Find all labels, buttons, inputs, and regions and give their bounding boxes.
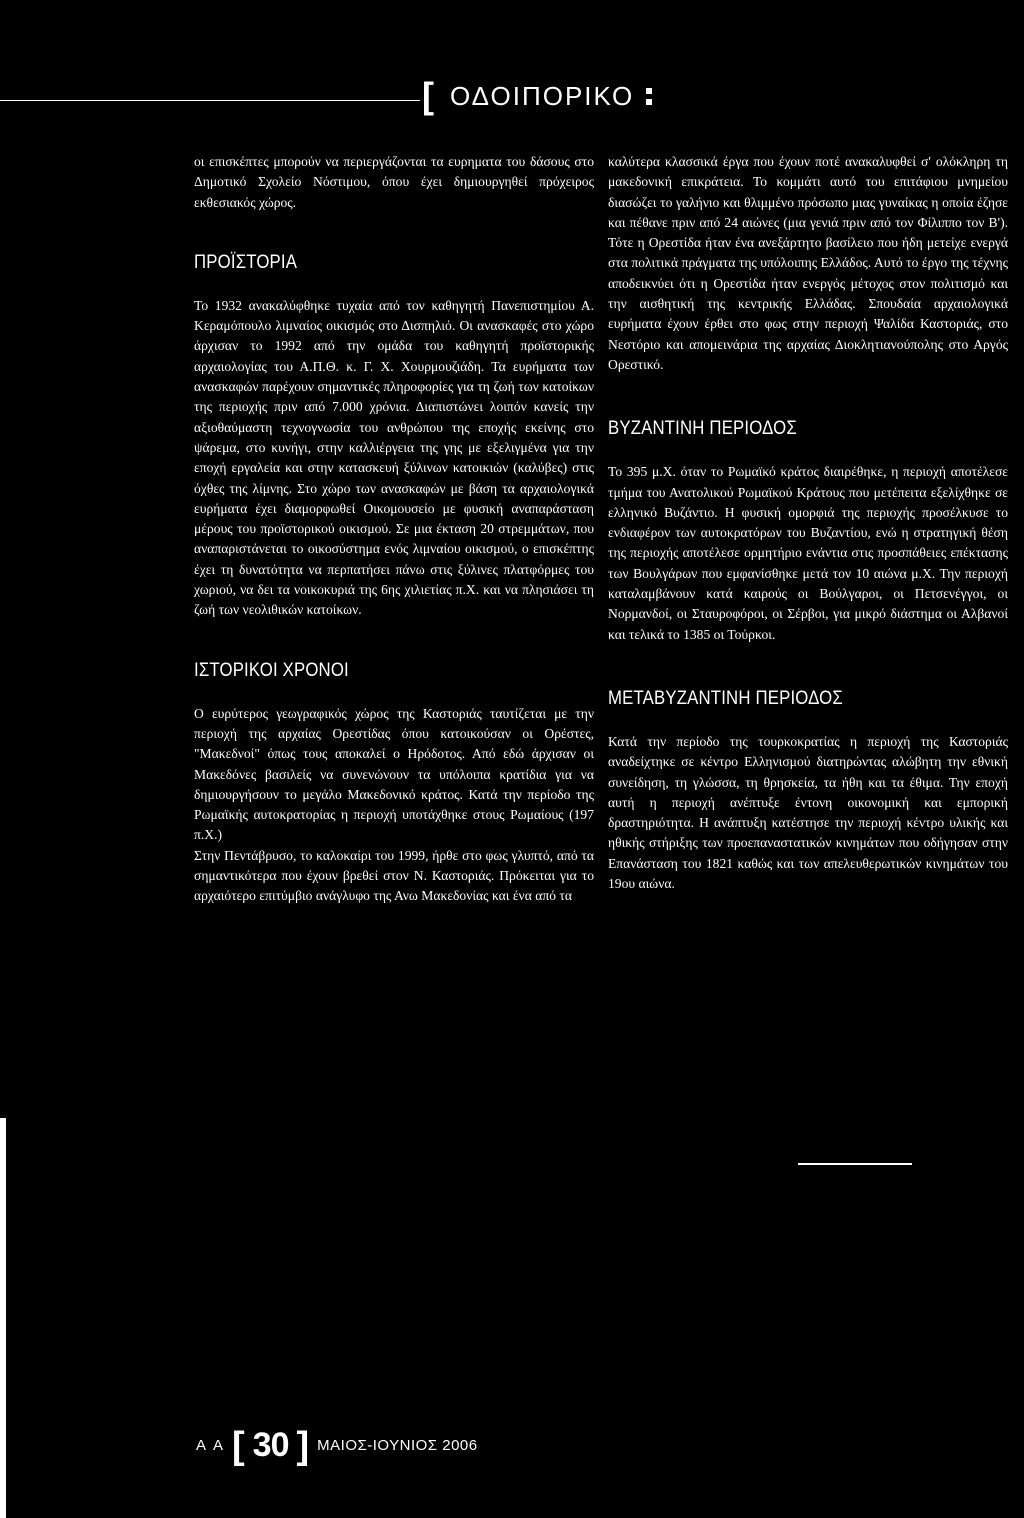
left-paragraph-prehistory: Το 1932 ανακαλύφθηκε τυχαία από τον καθηγητή Πανεπιστημίου Α. Κεραμόπουλο λιμναίος οικισμός στο Δισπηλιό. Οι ανασκαφές στο χώρο άρχισαν το 1992 από την ομάδα του καθηγητή προϊστορικής αρχαιολογίας του Α.Π.Θ. κ. Γ. Χ. Χουρμουζιάδη. Τα ευρήματα των ανασκαφών παρέχουν σημαντικές πληροφορίες για τη ζωή των κατοίκων της περιοχής πριν από 7.000 χρόνια. Διαπιστώνει λοιπόν κανείς την αξιοθαύμαστη τεχνογνωσία του ανθρώπου της εποχής εκείνης στο ψάρεμα, στο κυνήγι, στην καλλιέργεια της γης με εξελιγμένα για την εποχή εργαλεία και στην κατασκευή ξύλινων κατοικιών (καλύβες) στις όχθες της λίμνης. Στο χώρο των ανασκαφών με βάση τα αρχαιολογικά ευρήματα έχει διαμορφωθεί Οικομουσείο με φυσική αναπαράσταση μέρους του προϊστορικού οικισμού. Σε μια έκταση 20 στρεμμάτων, που αναπαριστάνεται το οικοσύστημα ενός λιμναίου οικισμού, ο επισκέπτης έχει τη δυνατότητα να περπατήσει πάνω στις ξύλινες πλατφόρμες του χωριού, να δει τα νοικοκυριά της 6ης χιλιετίας π.Χ. και να πλησιάσει τη ζωή των νεολιθικών κατοίκων. bbox=[194, 297, 594, 618]
footer-publication-mark: ΑΑ bbox=[196, 1437, 231, 1454]
square-bullets-icon bbox=[646, 88, 652, 105]
issue-date: ΜΑΙΟΣ-ΙΟΥΝΙΟΣ 2006 bbox=[317, 1437, 478, 1454]
heading-post-byzantine-period: ΜΕΤΑΒΥΖΑΝΤΙΝΗ ΠΕΡΙΟΔΟΣ bbox=[608, 686, 843, 709]
left-paragraph-intro: οι επισκέπτες μπορούν να περιεργάζονται τα ευρηματα του δάσους στο Δημοτικό Σχολείο Νόστιμου, όπου έχει δημιουργηθεί πρόχειρος εκθεσιακός χώρος. bbox=[194, 154, 594, 210]
section-header bbox=[422, 75, 652, 116]
page-footer bbox=[196, 1426, 478, 1465]
footer-close-bracket: ] bbox=[296, 1424, 310, 1467]
left-column bbox=[194, 152, 594, 907]
right-paragraph-byzantine: Το 395 μ.Χ. όταν το Ρωμαϊκό κράτος διαιρέθηκε, η περιοχή αποτέλεσε τμήμα του Ανατολικού Ρωμαϊκού Κράτους που μετέπειτα εξελίχθηκε σε ελληνικό Βυζάντιο. Η φυσική ομορφιά της περιοχής προσέλκυσε το ενδιαφέρον των αυτοκρατόρων του Βυζαντίου, ενώ η στρατηγική θέση της περιοχής αποτέλεσε ορμητήριο ενάντια στις προσπάθειες επέκτασης των Βουλγάρων που εμφανίσθηκε μετά τον 10 αιώνα μ.Χ. Την περιοχή καταλαμβάνουν κατά καιρούς οι Βούλγαροι, οι Πετσενέγγοι, οι Νορμανδοί, οι Σταυροφόροι, οι Σέρβοι, για μικρό διάστημα οι Αλβανοί και τελικά το 1385 οι Τούρκοι. bbox=[608, 464, 1008, 642]
header-rule bbox=[0, 100, 420, 101]
left-paragraph-pentavryso: Στην Πεντάβρυσο, το καλοκαίρι του 1999, ήρθε στο φως γλυπτό, από τα σημαντικότερα που έχουν βρεθεί στον Ν. Καστοριάς. Πρόκειται για το αρχαιότερο επιτύμβιο ανάγλυφο της Ανω Μακεδονίας και ένα από τα bbox=[194, 847, 594, 904]
right-paragraph-continued: καλύτερα κλασσικά έργα που έχουν ποτέ ανακαλυφθεί σ' ολόκληρη τη μακεδονική επικράτεια. Το κομμάτι αυτό του επιτάφιου μνημείου διασώζει το γαλήνιο και θλιμμένο πρόσωπο μιας γυναίκας η οποία έζησε και πέθανε πριν από 24 αιώνες (μια γενιά πριν από τον Φίλιππο τον Β'). Τότε η Ορεστίδα ήταν ένα ανεξάρτητο βασίλειο που ήδη μετείχε ενεργά στα πολιτικά πράγματα της υπόλοιπης Ελλάδος. Αυτό το έργο της τέχνης αποδεικνύει ότι η Ορεστίδα ήταν ενεργός μέτοχος στον πολιτισμό και την αισθητική της κεντρικής Ελλάδας. Σπουδαία αρχαιολογικά ευρήματα έχουν έρθει στο φως στην περιοχή Ψαλίδα Καστοριάς, στο Νεστόριο και απομεινάρια της αρχαίας Διοκλητιανούπολης στο Αργός Ορεστικό. bbox=[608, 154, 1008, 372]
decorative-rule bbox=[798, 1163, 912, 1165]
left-edge-bar bbox=[0, 1118, 6, 1518]
footer-open-bracket: [ bbox=[232, 1424, 245, 1467]
heading-historical-times: ΙΣΤΟΡΙΚΟΙ ΧΡΟΝΟΙ bbox=[194, 658, 349, 681]
page-number: 30 bbox=[252, 1426, 289, 1464]
heading-prehistory: ΠΡΟΪΣΤΟΡΙΑ bbox=[194, 250, 298, 273]
section-title: ΟΔΟΙΠΟΡΙΚΟ bbox=[450, 80, 635, 111]
right-paragraph-post-byzantine: Κατά την περίοδο της τουρκοκρατίας η περιοχή της Καστοριάς αναδείχτηκε σε κέντρο Ελληνισμού διατηρώντας αλώβητη την εθνική συνείδηση, τη γλώσσα, τη θρησκεία, τα ήθη και τα έθιμα. Την εποχή αυτή η περιοχή ανέπτυξε έντονη οικονομική και εμπορική δραστηριότητα. Η ανάπτυξη κατέστησε την περιοχή κέντρο υλικής και ηθικής στήριξης των προεπαναστατικών κινημάτων που οδήγησαν στην Επανάσταση του 1821 καθώς και των απελευθερωτικών κινημάτων του 19ου αιώνα. bbox=[608, 733, 1008, 892]
left-paragraph-historical: Ο ευρύτερος γεωγραφικός χώρος της Καστοριάς ταυτίζεται με την περιοχή της αρχαίας Ορεστίδας όπου κατοικούσαν οι Ορέστες, "Μακεδνοί" όπως τους αποκαλεί ο Ηρόδοτος. Από εδώ άρχισαν οι Μακεδόνες βασιλείς να συνενώνουν τα υπόλοιπα κρατίδια για να δημιουργήσουν το μεγάλο Μακεδονικό κράτος. Κατά την περίοδο της Ρωμαϊκής αυτοκρατορίας η περιοχή υποτάχθηκε στους Ρωμαίους (197 π.Χ.) bbox=[194, 705, 594, 843]
right-column bbox=[608, 152, 1008, 894]
header-bracket: [ bbox=[422, 75, 436, 116]
heading-byzantine-period: ΒΥΖΑΝΤΙΝΗ ΠΕΡΙΟΔΟΣ bbox=[608, 417, 797, 440]
